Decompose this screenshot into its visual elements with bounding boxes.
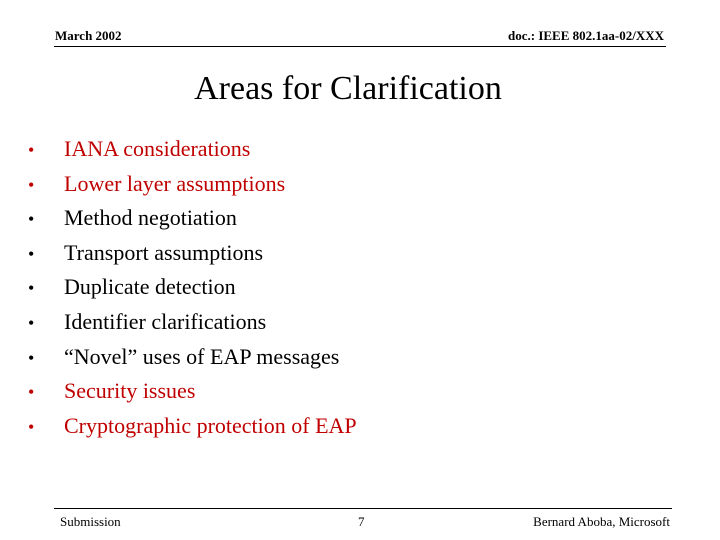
bullet-dot-icon: • xyxy=(28,312,35,333)
header-rule xyxy=(54,46,666,47)
bullet-text: Identifier clarifications xyxy=(64,308,267,334)
slide-title: Areas for Clarification xyxy=(194,70,502,107)
bullet-item xyxy=(28,344,357,379)
bullet-text: Security issues xyxy=(64,378,196,404)
header-doc-id: doc.: IEEE 802.1aa-02/XXX xyxy=(507,28,664,43)
bullet-item xyxy=(28,171,357,206)
bullet-dot-icon: • xyxy=(28,209,35,230)
bullet-dot-icon: • xyxy=(28,174,35,195)
bullet-dot-icon: • xyxy=(28,243,35,264)
footer-page-number: 7 xyxy=(358,514,365,529)
bullet-text: “Novel” uses of EAP messages xyxy=(64,343,340,369)
bullet-item xyxy=(28,205,357,240)
bullet-text: Transport assumptions xyxy=(64,239,264,265)
bullet-text: Method negotiation xyxy=(64,205,237,231)
bullet-text: Cryptographic protection of EAP xyxy=(64,412,357,438)
bullet-text: Lower layer assumptions xyxy=(64,170,286,196)
bullet-dot-icon: • xyxy=(28,382,35,403)
bullet-item xyxy=(28,240,357,275)
footer-author: Bernard Aboba, Microsoft xyxy=(533,514,670,529)
bullet-list xyxy=(28,136,357,447)
bullet-dot-icon: • xyxy=(28,347,35,368)
bullet-dot-icon: • xyxy=(28,140,35,160)
bullet-text: IANA considerations xyxy=(64,136,251,161)
bullet-item xyxy=(28,378,357,413)
footer-submission: Submission xyxy=(60,514,121,529)
bullet-item xyxy=(28,413,357,448)
bullet-dot-icon: • xyxy=(28,416,35,437)
bullet-dot-icon: • xyxy=(28,278,35,299)
footer-rule xyxy=(54,508,672,509)
bullet-item xyxy=(28,309,357,344)
bullet-text: Duplicate detection xyxy=(64,274,236,300)
bullet-item xyxy=(28,136,357,171)
bullet-item xyxy=(28,274,357,309)
header-date: March 2002 xyxy=(55,28,122,43)
